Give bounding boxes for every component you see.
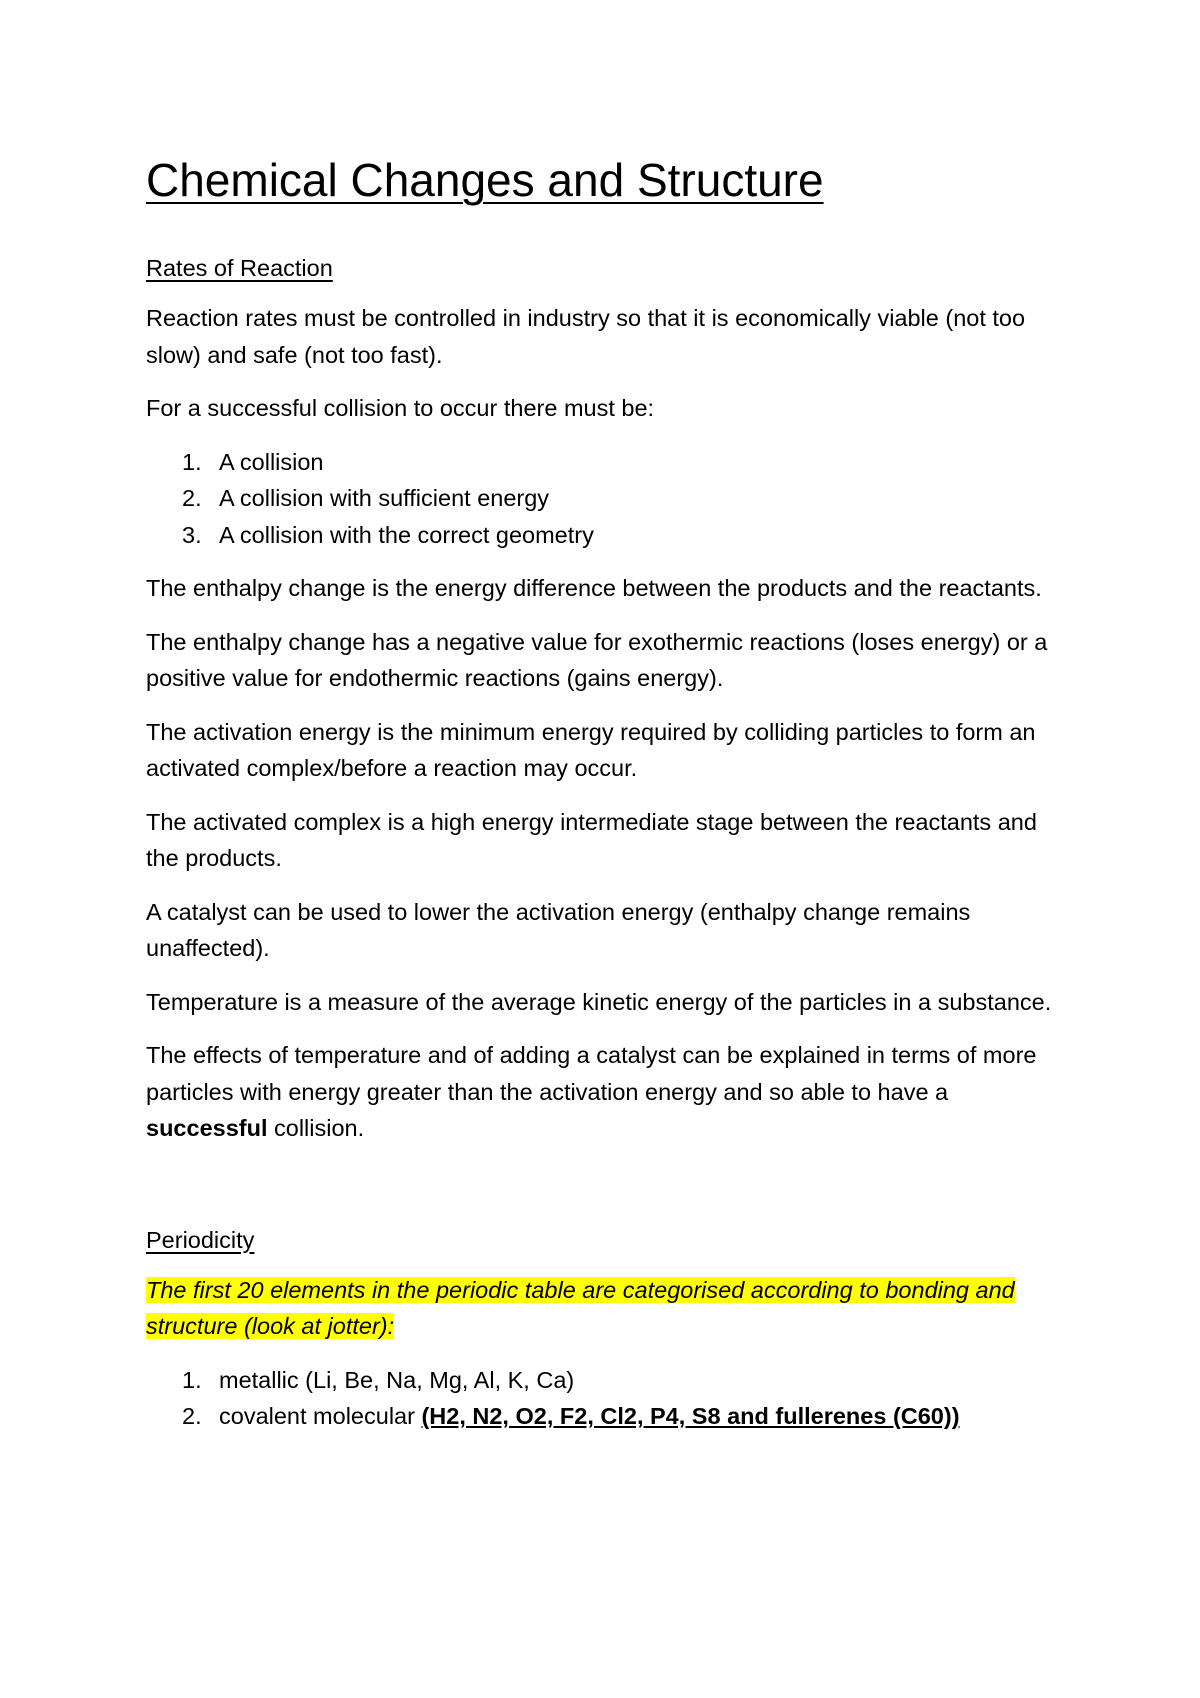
list-item: [146, 1362, 1076, 1399]
paragraph: The activated complex is a high energy intermediate stage between the reactants and the products.: [146, 808, 1037, 871]
paragraph: Temperature is a measure of the average kinetic energy of the particles in a substance.: [146, 988, 1052, 1015]
bold-term: successful: [146, 1115, 268, 1141]
collision-requirements-list: [146, 444, 1076, 554]
list-item-text: A collision: [219, 448, 324, 475]
paragraph: The activation energy is the minimum energy required by colliding particles to form an activated complex/before a reaction may occur.: [146, 718, 1036, 781]
highlighted-text: The first 20 elements in the periodic table are categorised according to bonding and structure (look at jotter):: [146, 1276, 1015, 1339]
paragraph: Reaction rates must be controlled in industry so that it is economically viable (not too slow) and safe (not too fast).: [146, 305, 1026, 368]
document-page: [146, 150, 1076, 1452]
list-item: [146, 1398, 1076, 1435]
list-number: 1.: [182, 448, 202, 475]
page-title: Chemical Changes and Structure: [146, 154, 824, 206]
paragraph: A catalyst can be used to lower the activation energy (enthalpy change remains unaffected).: [146, 898, 971, 961]
highlighted-paragraph: [146, 1272, 1076, 1345]
list-item-label: metallic (Li, Be, Na, Mg, Al, K, Ca): [219, 1366, 575, 1393]
list-item: [146, 517, 1076, 554]
list-number: 1.: [182, 1366, 202, 1393]
list-item-text: [219, 1398, 960, 1435]
list-item-text: [219, 1362, 574, 1399]
list-item-text: A collision with the correct geometry: [219, 521, 594, 548]
element-examples: (H2, N2, O2, F2, Cl2, P4, S8 and fullerenes (C60)): [421, 1403, 960, 1429]
section-spacer: [146, 1164, 1076, 1222]
list-number: 3.: [182, 521, 202, 548]
list-item-label: covalent molecular: [219, 1403, 422, 1429]
paragraph: [146, 1037, 1076, 1147]
list-item-text: A collision with sufficient energy: [219, 485, 550, 511]
paragraph: For a successful collision to occur there must be:: [146, 395, 655, 421]
list-item: [146, 444, 1076, 481]
bonding-categories-list: [146, 1362, 1076, 1435]
section-heading-periodicity: Periodicity: [146, 1226, 255, 1253]
paragraph: The enthalpy change has a negative value for exothermic reactions (loses energy) or a positive value for endothermic reactions (gains energy).: [146, 628, 1048, 691]
paragraph-text: The effects of temperature and of adding a catalyst can be explained in terms of more particles with energy greater than the activation energy and so able to have a: [146, 1042, 1037, 1105]
list-number: 2.: [182, 1403, 202, 1429]
paragraph: The enthalpy change is the energy difference between the products and the reactants.: [146, 575, 1042, 601]
paragraph-text: collision.: [267, 1115, 365, 1141]
section-heading-rates: Rates of Reaction: [146, 255, 333, 281]
list-item: [146, 480, 1076, 517]
list-number: 2.: [182, 485, 202, 511]
